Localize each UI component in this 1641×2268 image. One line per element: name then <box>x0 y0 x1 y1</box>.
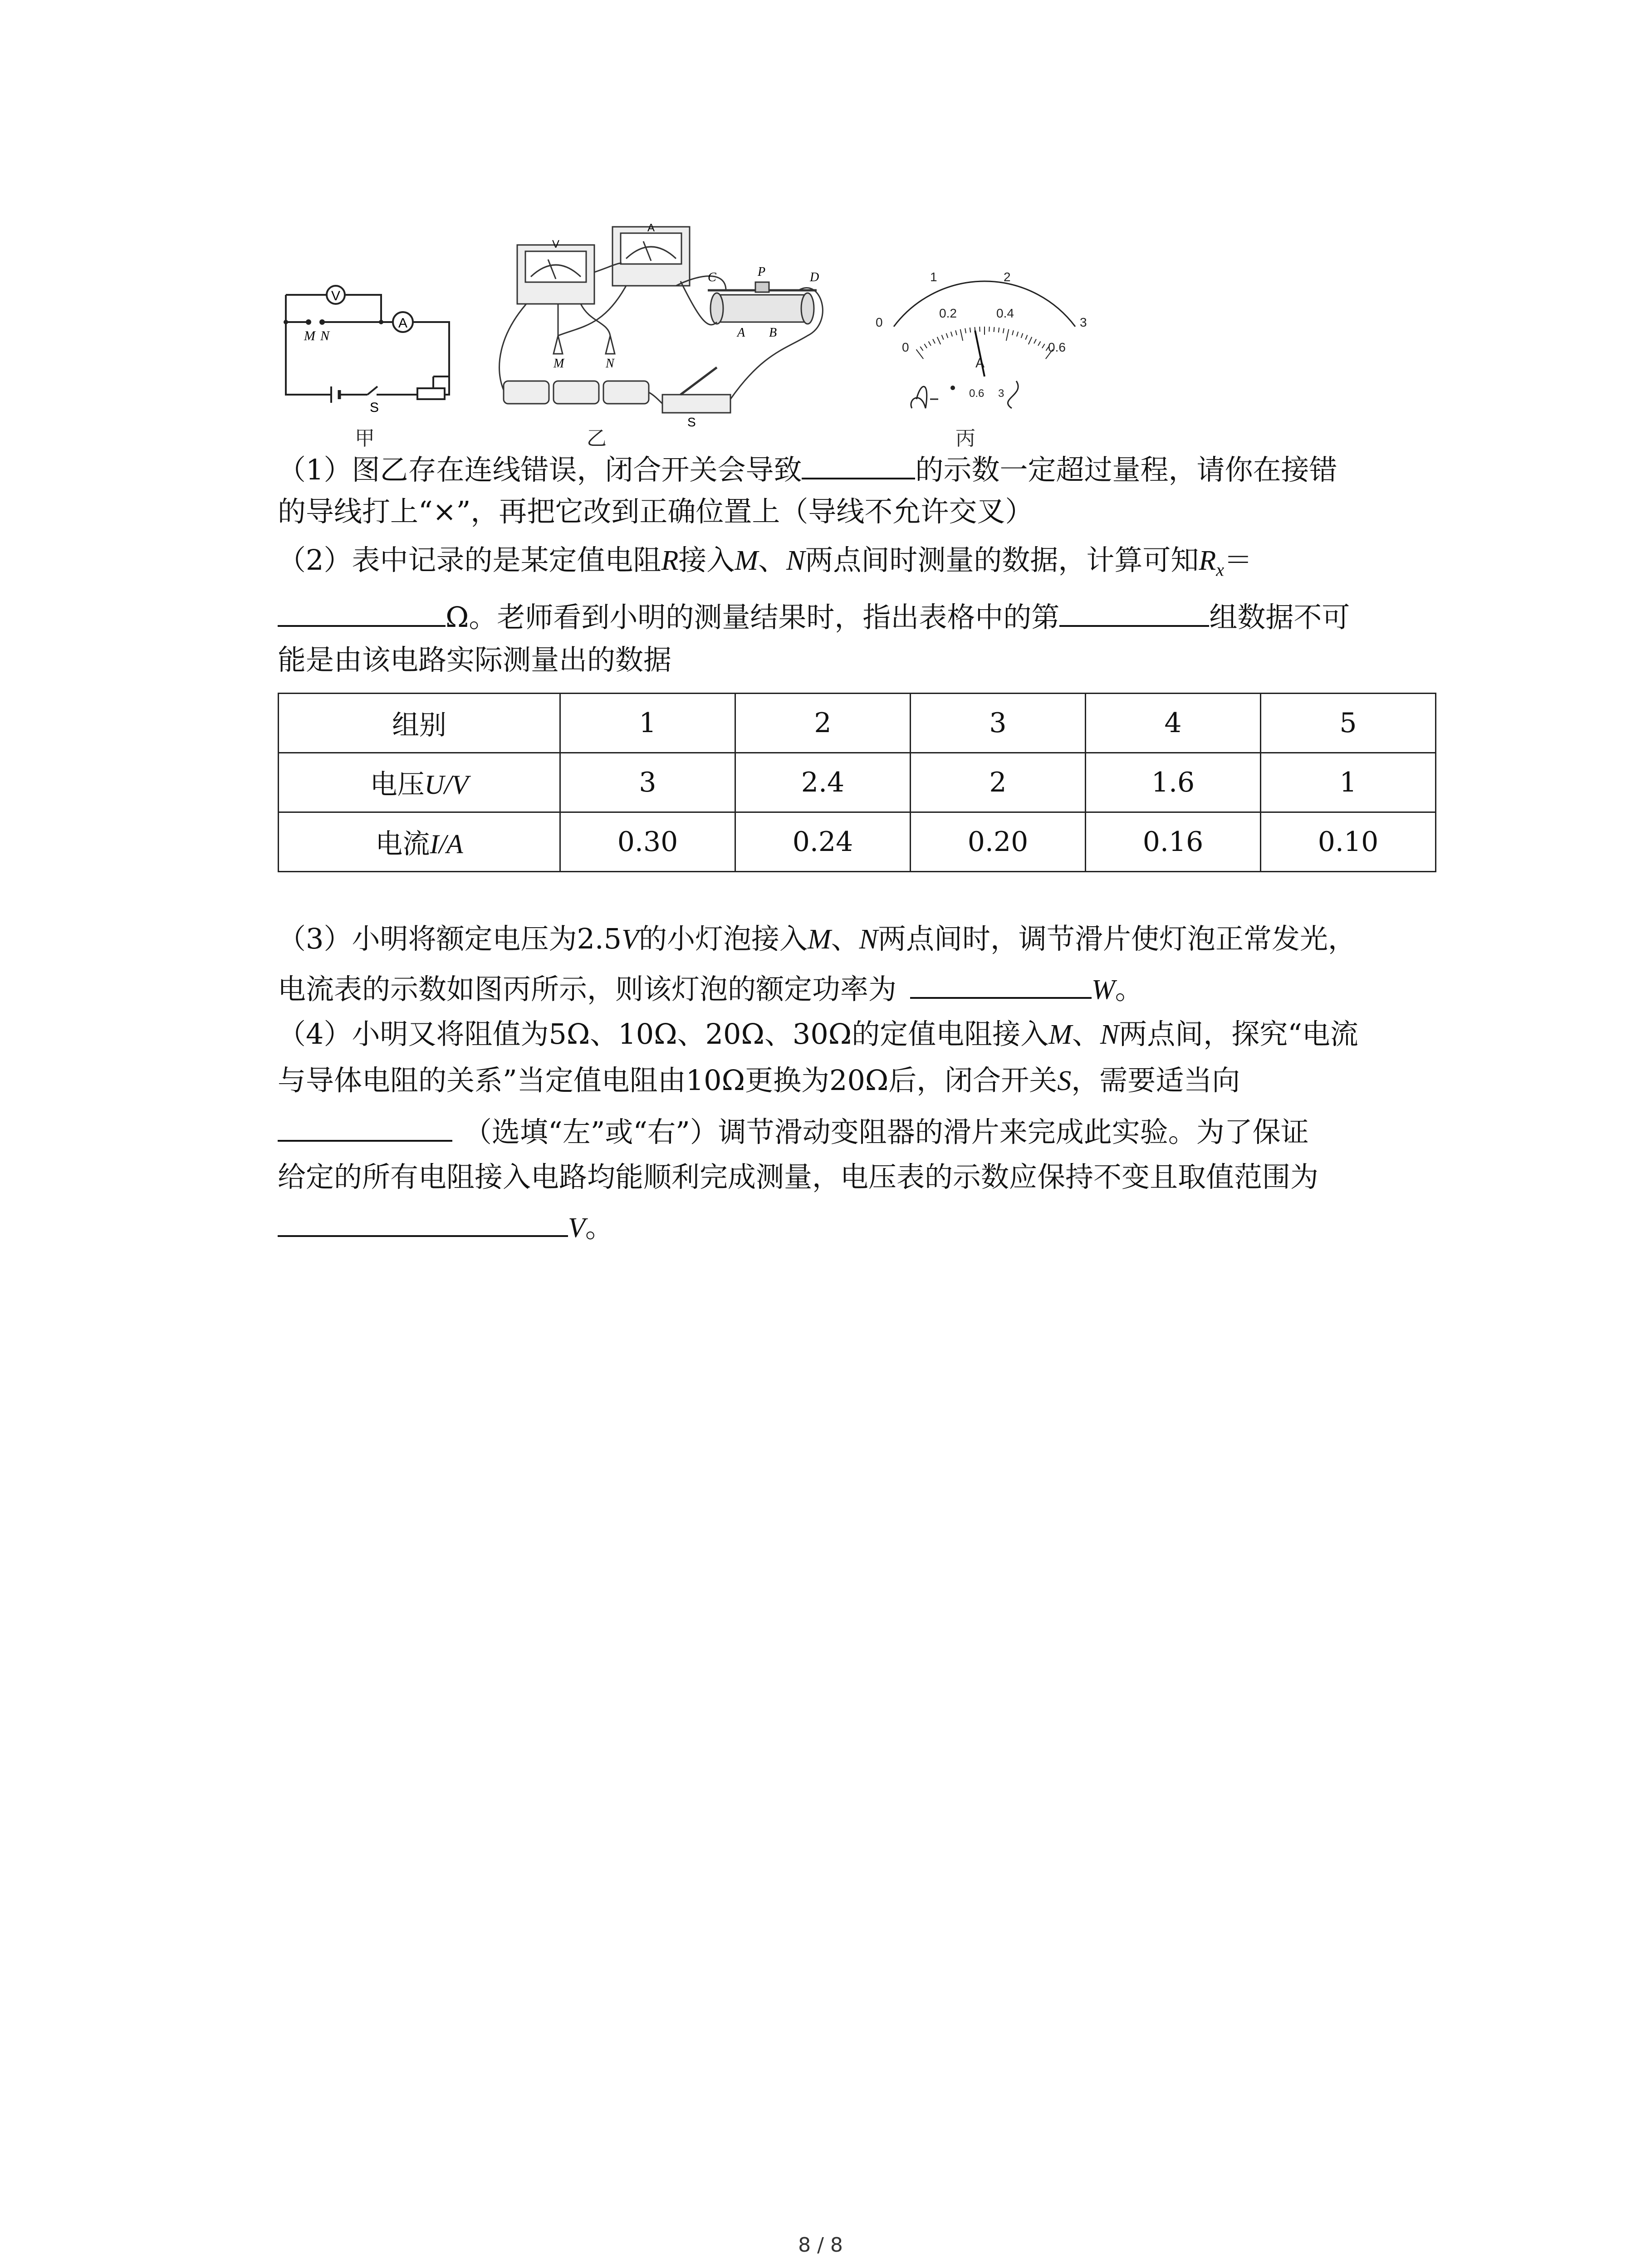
q2-var-rx: R <box>1199 545 1216 576</box>
voltmeter-label: V <box>331 288 341 303</box>
q2-var-n: N <box>786 545 805 576</box>
dial-arc <box>894 281 1075 327</box>
caption-bing: 丙 <box>955 427 975 450</box>
q4-text-e: （选填“左”或“右”）调节滑动变阻器的滑片来完成此实验。为了保证 <box>464 1115 1309 1149</box>
q4-text-d: ，需要适当向 <box>1071 1064 1240 1097</box>
dial-tick <box>916 349 924 359</box>
table-cell: 1.6 <box>1086 753 1261 812</box>
q3-unit-w: W <box>1092 974 1115 1005</box>
q3-var-m: M <box>807 924 831 955</box>
label-b: B <box>769 326 777 340</box>
q2-line1 <box>278 542 1252 588</box>
table-cell: 2 <box>911 753 1086 812</box>
table-header-cell: 5 <box>1261 694 1436 753</box>
voltage-unit: U/V <box>424 770 469 800</box>
dial-tick <box>951 332 952 337</box>
scale-bottom-0: 0 <box>902 340 909 354</box>
q4-line5 <box>278 1209 613 1246</box>
scale-bottom-1: 0.2 <box>939 306 957 320</box>
table-header-cell: 1 <box>560 694 735 753</box>
label-n-clip: N <box>606 357 614 371</box>
table-header-cell: 2 <box>735 694 911 753</box>
q1-line1 <box>278 451 1337 488</box>
dial-tick <box>933 339 935 344</box>
label-v: V <box>552 238 560 250</box>
q2-text-e: 组数据不可 <box>1209 601 1350 634</box>
label-p: P <box>758 265 766 279</box>
dial-tick <box>955 330 957 335</box>
q3-line2 <box>278 971 1143 1008</box>
label-s-switch: S <box>687 415 696 429</box>
q4-var-m: M <box>1048 1019 1072 1050</box>
terminal-3: 3 <box>998 387 1004 400</box>
q4-unit-v: V <box>568 1212 585 1243</box>
dial-tick <box>1003 328 1004 333</box>
table-cell: 0.10 <box>1261 812 1436 872</box>
table-header-cell: 组别 <box>279 694 560 753</box>
dial-tick <box>942 335 944 340</box>
table-cell: 1 <box>1261 753 1436 812</box>
ammeter-dial-svg <box>862 263 1098 417</box>
q4-line4 <box>278 1159 1318 1195</box>
q2-var-rx-sub: x <box>1216 559 1225 580</box>
q1-text-c: 的导线打上“×”，再把它改到正确位置上（导线不允许交叉） <box>278 495 1034 528</box>
table-cell: 0.20 <box>911 812 1086 872</box>
dial-tick <box>1006 329 1009 341</box>
label-a-meter: A <box>647 222 655 234</box>
q2-text-f: 能是由该电路实际测量出的数据 <box>278 643 672 676</box>
physical-circuit-svg <box>490 218 862 435</box>
table-header-cell: 3 <box>911 694 1086 753</box>
scale-bottom-3: 0.6 <box>1048 340 1066 354</box>
table-cell: 0.30 <box>560 812 735 872</box>
dial-tick <box>1021 333 1023 338</box>
q1-text-b: 的示数一定超过量程，请你在接错 <box>915 453 1337 486</box>
caption-jia: 甲 <box>355 427 375 450</box>
dial-tick <box>965 328 966 333</box>
measurement-table <box>278 693 1436 872</box>
scale-top-1: 1 <box>930 270 937 284</box>
q2-text-b: 接入 <box>678 543 735 577</box>
scale-top-3: 3 <box>1080 315 1087 329</box>
dial-tick <box>960 329 963 341</box>
dial-tick <box>1017 332 1018 337</box>
circuit-diagram-svg <box>277 268 467 415</box>
q2-rx-answer-blank[interactable] <box>278 599 446 627</box>
q4-sep: 、 <box>1072 1017 1100 1051</box>
q4-range-blank[interactable] <box>278 1209 568 1237</box>
q4-var-s: S <box>1057 1066 1072 1096</box>
q2-text-c: 两点间时测量的数据，计算可知 <box>805 543 1199 577</box>
q2-var-m: M <box>735 545 758 576</box>
current-label-cell <box>279 812 560 872</box>
q2-group-answer-blank[interactable] <box>1059 599 1209 627</box>
dial-tick <box>946 333 948 338</box>
q3-text-b: 的小灯泡接入 <box>638 922 808 955</box>
q2-var-r: R <box>661 545 679 576</box>
q3-text-d: 电流表的示数如图丙所示，则该灯泡的额定功率为 <box>278 973 897 1006</box>
dial-tick <box>1034 339 1036 344</box>
table-header-cell: 4 <box>1086 694 1261 753</box>
q1-answer-blank[interactable] <box>802 451 915 479</box>
q2-equals: ＝ <box>1224 543 1253 577</box>
q4-direction-blank[interactable] <box>278 1114 452 1142</box>
table-row-current <box>279 812 1436 872</box>
q3-answer-blank[interactable] <box>910 971 1092 999</box>
scale-bottom-2: 0.4 <box>996 306 1014 320</box>
label-m: M <box>304 328 315 343</box>
figure-yi-physical-circuit <box>490 218 862 437</box>
caption-yi: 乙 <box>587 427 607 450</box>
scale-top-0: 0 <box>876 315 883 329</box>
scale-top-2: 2 <box>1004 270 1011 284</box>
dial-tick <box>1029 337 1032 344</box>
q2-sep: 、 <box>758 543 787 577</box>
q4-text-c: 与导体电阻的关系”当定值电阻由10Ω更换为20Ω后，闭合开关 <box>278 1064 1058 1097</box>
meter-letter: A <box>975 356 985 371</box>
q4-line2 <box>278 1062 1240 1099</box>
table-cell: 0.16 <box>1086 812 1261 872</box>
q3-period: 。 <box>1115 973 1143 1006</box>
q4-text-f: 给定的所有电阻接入电路均能顺利完成测量，电压表的示数应保持不变且取值范围为 <box>278 1160 1319 1193</box>
table-cell: 2.4 <box>735 753 911 812</box>
dial-tick <box>1038 342 1040 346</box>
table-cell: 0.24 <box>735 812 911 872</box>
current-label: 电流 <box>375 828 430 860</box>
dial-tick <box>1042 344 1045 348</box>
q3-line1 <box>278 921 1356 958</box>
dial-tick <box>920 347 923 351</box>
current-unit: I/A <box>430 829 463 859</box>
label-s: S <box>370 400 379 415</box>
label-m-clip: M <box>554 357 564 371</box>
figure-jia-circuit-diagram <box>277 268 467 415</box>
q4-period: 。 <box>585 1211 613 1244</box>
label-a: A <box>737 326 745 340</box>
voltage-label-cell <box>279 753 560 812</box>
q2-text-a: （2）表中记录的是某定值电阻 <box>278 543 661 577</box>
q4-text-b: 两点间，探究“电流 <box>1119 1017 1358 1051</box>
dial-tick <box>929 342 931 346</box>
q3-text-a: （3）小明将额定电压为2.5 <box>278 922 622 955</box>
q3-unit-v: V <box>622 924 639 955</box>
q4-line3 <box>278 1114 1309 1150</box>
q4-text-a: （4）小明又将阻值为5Ω、10Ω、20Ω、30Ω的定值电阻接入 <box>278 1017 1049 1051</box>
q4-line1 <box>278 1016 1358 1053</box>
q2-line3 <box>278 642 671 678</box>
q2-text-d: Ω。老师看到小明的测量结果时，指出表格中的第 <box>446 601 1060 634</box>
q3-text-c: 两点间时，调节滑片使灯泡正常发光， <box>877 922 1356 955</box>
table-row-header <box>279 694 1436 753</box>
table-row-voltage <box>279 753 1436 812</box>
figure-bing-ammeter <box>862 263 1098 419</box>
q1-text-a: （1）图乙存在连线错误，闭合开关会导致 <box>278 453 802 486</box>
q3-sep: 、 <box>831 922 859 955</box>
q1-line2 <box>278 494 1033 530</box>
label-n: N <box>320 328 330 343</box>
voltage-label: 电压 <box>370 769 425 801</box>
dial-tick <box>924 344 927 348</box>
terminal-06: 0.6 <box>969 387 985 400</box>
page-number: 8 / 8 <box>798 2234 843 2257</box>
dial-tick <box>1025 335 1027 340</box>
ammeter-label: A <box>398 316 408 331</box>
dial-tick <box>1012 330 1014 335</box>
q4-var-n: N <box>1100 1019 1119 1050</box>
q3-var-n: N <box>859 924 878 955</box>
dial-tick <box>937 337 941 344</box>
label-d: D <box>810 270 819 284</box>
q2-line2 <box>278 599 1350 635</box>
table-cell: 3 <box>560 753 735 812</box>
label-c: C <box>708 270 716 284</box>
